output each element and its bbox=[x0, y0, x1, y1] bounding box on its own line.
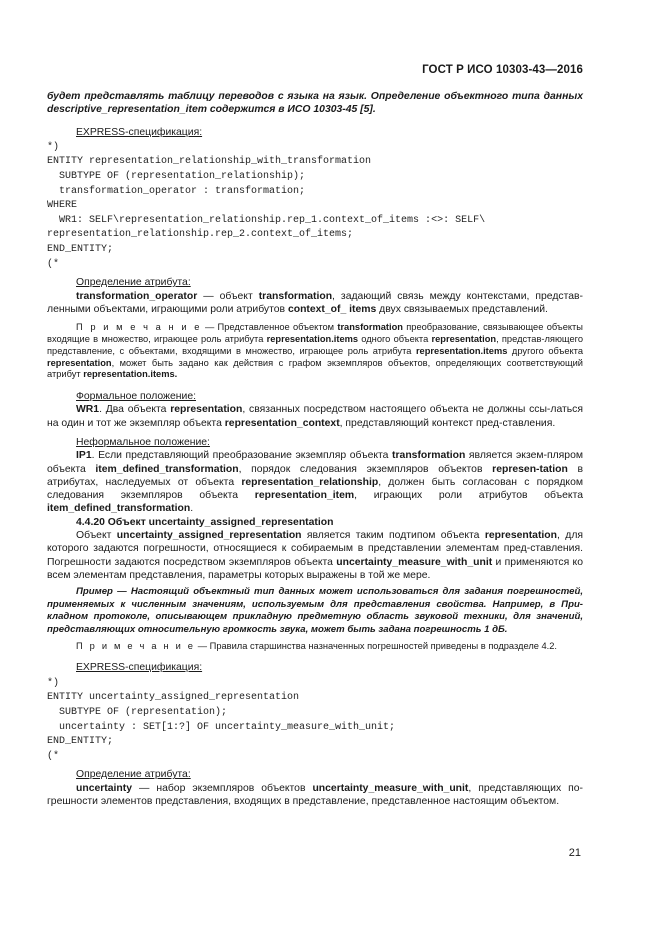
rule-bold: representation_item bbox=[254, 490, 355, 502]
rule-bold: item_defined_transformation bbox=[47, 503, 191, 515]
attr-heading-1: Определение атрибута: bbox=[76, 277, 191, 289]
attr-bold: transformation bbox=[258, 290, 333, 302]
section-bold: representation bbox=[484, 530, 558, 542]
rule-bold: represen-tation bbox=[492, 463, 568, 475]
attr-text: двух связываемых представлений. bbox=[376, 303, 548, 315]
formal-rule bbox=[47, 403, 583, 430]
rule-text: . bbox=[190, 503, 194, 515]
section-title: 4.4.20 Объект uncertainty_assigned_representation bbox=[76, 516, 334, 528]
section-text: Объект bbox=[76, 530, 117, 542]
document-header: ГОСТ Р ИСО 10303-43—2016 bbox=[422, 64, 583, 76]
rule-bold: transformation bbox=[392, 450, 466, 462]
formal-heading: Формальное положение: bbox=[76, 391, 196, 403]
express-heading-1: EXPRESS-спецификация: bbox=[76, 126, 203, 138]
page-content bbox=[47, 90, 583, 808]
note-text: другого объекта bbox=[507, 345, 583, 356]
attr-definition-1 bbox=[47, 290, 583, 317]
express-code-2: *) ENTITY uncertainty_assigned_representation SUBTYPE OF (representation); uncertainty : SET[1:?] OF uncertainty_measure_with_unit; END_ENTITY; (* bbox=[47, 677, 396, 762]
note-bold: representation bbox=[47, 357, 112, 368]
section-bold: uncertainty_measure_with_unit bbox=[336, 556, 493, 568]
example-paragraph: Пример — Настоящий объектный тип данных может использоваться для задания погрешностей, применяемых к численным значениям, используемым для представления свойства. Например, в При-кладном протоколе, описывающем прикладную предметную область звуковой техники, для значений, представляющих относительную громкость звука, может быть задана погрешность 1 дБ. bbox=[47, 586, 583, 636]
rule-text: , представляющий контекст пред-ставления. bbox=[339, 417, 556, 429]
attr-definition-2 bbox=[47, 782, 583, 809]
rule-id: WR1 bbox=[76, 404, 100, 416]
section-text: и применяются ко всем элементам представления, параметры которых выражены в той же мере. bbox=[47, 556, 583, 581]
section-heading bbox=[47, 516, 583, 529]
note-label: П р и м е ч а н и е bbox=[76, 640, 196, 651]
section-text: , для которого задаются погрешности, относящиеся к собираемым в представлении элементам пред-ставления. Погрешности задаются посредством экземпляров объекта bbox=[47, 530, 584, 568]
intro-line-1: будет представлять таблицу переводов с языка на язык. Определение объектного типа данных bbox=[47, 91, 583, 102]
section-body bbox=[47, 529, 583, 582]
attr-text: — набор экземпляров объектов bbox=[132, 782, 313, 794]
rule-text: , играющих роли атрибутов объекта bbox=[354, 490, 583, 502]
note-text: , может быть задано как действия с графом экземпляров объектов, определяющих соответствующий атрибут bbox=[47, 357, 583, 380]
attr-heading-2: Определение атрибута: bbox=[76, 769, 191, 781]
note-text: — Правила старшинства назначенных погрешностей приведены в подразделе 4.2. bbox=[195, 640, 558, 651]
informal-heading: Неформальное положение: bbox=[76, 437, 210, 448]
rule-text: , связанных посредством настоящего объекта не должны ссы-латься на один и тот же экземпляр объекта bbox=[47, 404, 583, 429]
rule-text: . Если представляющий преобразование экземпляр объекта bbox=[91, 450, 393, 462]
rule-bold: representation_context bbox=[224, 417, 340, 429]
rule-id: IP1 bbox=[76, 450, 92, 462]
intro-paragraph bbox=[47, 90, 583, 117]
rule-text: , должен быть согласован с порядком следования экземпляров объекта bbox=[47, 476, 583, 502]
rule-text: , порядок следования экземпляров объектов bbox=[238, 463, 493, 475]
express-heading-2: EXPRESS-спецификация: bbox=[76, 662, 203, 674]
rule-text: . Два объекта bbox=[99, 404, 171, 416]
attr-text: , задающий связь между контекстами, представ-ленными объектами, играющими роли атрибутов bbox=[47, 290, 583, 315]
note-bold: representation.items. bbox=[83, 369, 178, 380]
rule-bold: representation_relationship bbox=[241, 476, 379, 488]
attr-term-1: transformation_operator bbox=[76, 290, 198, 302]
note-bold: representation bbox=[431, 333, 497, 344]
attr-text: , представляющих по-грешности элементов представления, входящих в представление, представленное настоящим объектом. bbox=[47, 782, 583, 807]
attr-bold: uncertainty_measure_with_unit bbox=[312, 782, 469, 794]
note-text: преобразование, связывающее объекты входящие в множество, играющее роль атрибута bbox=[47, 322, 583, 344]
informal-rule bbox=[47, 449, 583, 515]
note-2 bbox=[47, 641, 583, 653]
rule-text: является экзем-пляром объекта bbox=[47, 450, 584, 475]
note-bold: representation.items bbox=[266, 333, 359, 344]
note-label: П р и м е ч а н и е bbox=[76, 322, 202, 333]
rule-bold: representation bbox=[170, 404, 243, 416]
intro-line-2: descriptive_representation_item содержится в ИСО 10303-45 [5]. bbox=[47, 104, 376, 116]
note-text: одного объекта bbox=[358, 333, 432, 344]
note-bold: representation.items bbox=[415, 345, 508, 356]
attr-term-2: uncertainty bbox=[76, 782, 133, 794]
attr-bold: context_of_ items bbox=[287, 303, 377, 315]
note-text: — Представленное объектом bbox=[201, 322, 338, 333]
note-1 bbox=[47, 322, 583, 381]
note-text: , представ-ляющего представление, с объектами, входящими в множество, играющее роль атрибута bbox=[47, 333, 584, 356]
section-text: является таким подтипом объекта bbox=[301, 530, 485, 542]
express-code-1: *) ENTITY representation_relationship_with_transformation SUBTYPE OF (representation_relationship); transformation_operator : transformation; WHERE WR1: SELF\representation_relationship.rep_1.context_of_items :<>: SELF\ representation_relationship.rep_2.context_of_items; END_ENTITY; (* bbox=[47, 141, 486, 270]
rule-bold: item_defined_transformation bbox=[95, 463, 239, 475]
section-bold: uncertainty_assigned_representation bbox=[116, 530, 302, 542]
attr-text: — объект bbox=[197, 290, 259, 302]
rule-text: в атрибутах, наследуемых от объекта bbox=[47, 463, 583, 488]
page-number: 21 bbox=[568, 847, 581, 859]
note-bold: transformation bbox=[337, 322, 403, 333]
